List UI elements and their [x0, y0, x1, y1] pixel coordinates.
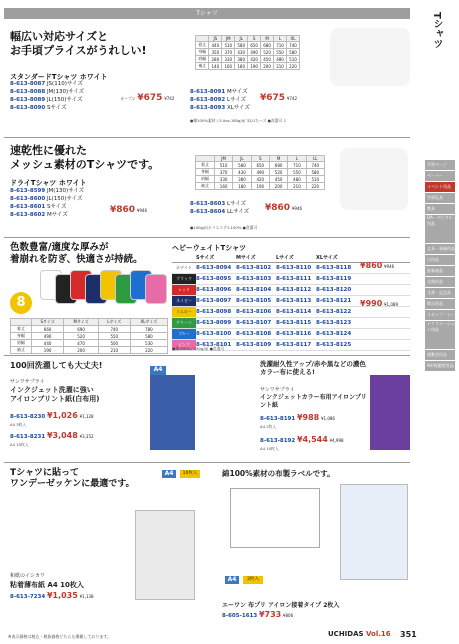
- product-size: Mサイズ: [46, 212, 68, 218]
- s5-price-tax: ¥1,138: [79, 594, 94, 599]
- s3-code: 8-613-8124: [316, 331, 352, 337]
- s1-price-2: [260, 94, 297, 103]
- s1-headline-2: お手頃プライスがうれしい!: [10, 44, 147, 57]
- s5-a4-badge: A4: [162, 470, 176, 478]
- adhesive-cloth-image: [135, 510, 195, 600]
- product-code: 8-613-8093: [190, 105, 226, 111]
- s4-code-2: 8-613-8231: [10, 434, 46, 440]
- sidebar-item: 学習ページ: [425, 160, 455, 170]
- sidebar-item: スタンプ・シール: [425, 310, 455, 320]
- s5-code: 8-613-7234: [10, 594, 46, 600]
- s5-price: ¥1,035: [46, 591, 78, 600]
- s1-price-tax: ¥742: [164, 96, 175, 101]
- s3-code: 8-613-8108: [236, 331, 272, 337]
- dry-tshirt-image: [340, 148, 408, 210]
- product-row: [190, 104, 320, 112]
- s3-code: 8-613-8122: [316, 309, 352, 315]
- s2-title: ドライTシャツ ホワイト: [10, 179, 87, 187]
- product-size: JM(130)サイズ: [46, 188, 85, 194]
- s5-count-badge-2: 2枚入: [243, 576, 263, 584]
- s4-code-1: 8-613-8230: [10, 414, 46, 420]
- s5-count-badge: 10枚入: [180, 470, 200, 478]
- product-code: 8-613-8090: [10, 105, 46, 111]
- s4-price-1: ¥1,026: [46, 411, 78, 420]
- product-code: 8-613-8603: [190, 201, 226, 207]
- s3-price-white-tax: ¥946: [384, 264, 395, 269]
- s3-price-white: [360, 262, 394, 271]
- color-cloth-package-image: [370, 375, 410, 450]
- s5-headline: [10, 468, 160, 490]
- s3-code: 8-613-8105: [236, 298, 272, 304]
- s3-code: 8-613-8117: [276, 342, 312, 348]
- s5-code-3: 8-605-1613: [222, 613, 258, 619]
- s3-code: 8-613-8109: [236, 342, 272, 348]
- s4-title-3: インクジェットカラー布用アイロンプリント紙: [260, 394, 367, 409]
- product-code: 8-613-8604: [190, 209, 226, 215]
- s4-price-4-tax: ¥4,998: [329, 438, 344, 443]
- s4-price-4: ¥4,544: [296, 435, 328, 444]
- s3-col-header: Sサイズ: [196, 255, 215, 261]
- product-size: Mサイズ: [226, 89, 248, 95]
- s3-code: 8-613-8099: [196, 320, 232, 326]
- s1-price: [120, 94, 174, 103]
- s3-color-label: ネイビー: [172, 296, 196, 306]
- sidebar-item: 教具: [425, 204, 455, 214]
- s3-col-header: XLサイズ: [316, 255, 338, 261]
- s4-spec-3: A4 2枚入: [260, 424, 277, 429]
- footer-brand: [328, 630, 391, 638]
- s5-title-3-text: 布プリ アイロン接着タイプ 2枚入: [248, 602, 340, 609]
- s3-code: 8-613-8097: [196, 298, 232, 304]
- s4-price-3-tax: ¥1,086: [320, 416, 335, 421]
- s1-headline-1: 幅広い対応サイズと: [10, 30, 109, 43]
- sidebar-item: イベント用品: [425, 182, 455, 192]
- a-one-package-image: [340, 484, 408, 580]
- s1-price-label: オープン: [120, 96, 136, 101]
- sidebar-item: ペーパー: [425, 171, 455, 181]
- s3-code: 8-613-8116: [276, 331, 312, 337]
- s3-code: 8-613-8123: [316, 320, 352, 326]
- product-row: [10, 195, 175, 203]
- s5-a4-badge-2: A4: [225, 576, 239, 584]
- s3-code: 8-613-8104: [236, 287, 272, 293]
- product-row: [10, 211, 175, 219]
- s3-code: 8-613-8112: [276, 287, 312, 293]
- product-size: Sサイズ: [46, 105, 67, 111]
- s3-headline: [10, 242, 180, 266]
- product-code: 8-613-8601: [10, 204, 46, 210]
- product-code: 8-613-8599: [10, 188, 46, 194]
- s3-code: 8-613-8098: [196, 309, 232, 315]
- divider: [4, 237, 410, 238]
- s5-price-3: ¥733: [258, 610, 282, 619]
- label-sample-image: [230, 488, 320, 548]
- s4-price-3: ¥988: [296, 413, 320, 422]
- footer-note: ※表示価格は税込・税抜価格どちらも掲載しております。: [8, 634, 112, 639]
- section-header: Tシャツ: [4, 8, 410, 19]
- s3-price-color-tax: ¥1,089: [384, 302, 399, 307]
- s1-price-value: ¥675: [137, 93, 163, 103]
- s3-code: 8-613-8103: [236, 276, 272, 282]
- s3-code: 8-613-8094: [196, 265, 232, 271]
- s2-headline-2: メッシュ素材のTシャツです。: [10, 158, 160, 171]
- s3-col-header: Lサイズ: [276, 255, 294, 261]
- s3-code: 8-613-8119: [316, 276, 352, 282]
- s5-item-3: [222, 611, 293, 620]
- product-size: JS(110)サイズ: [46, 81, 83, 87]
- s3-table-row: [172, 274, 410, 285]
- s4-price-1-tax: ¥1,128: [79, 414, 94, 419]
- product-size: JM(130)サイズ: [46, 89, 85, 95]
- s3-color-label: グリーン: [172, 318, 196, 328]
- s3-table-row: [172, 329, 410, 340]
- s4-code-4: 8-613-8192: [260, 438, 296, 444]
- product-row: [10, 187, 175, 195]
- s3-code: 8-613-8102: [236, 265, 272, 271]
- s5-title: 粘着薄布紙 A4 10枚入: [10, 581, 84, 589]
- product-code: 8-613-8602: [10, 212, 46, 218]
- s5-item: [10, 592, 94, 601]
- s4-spec-1: A4 3枚入: [10, 422, 27, 427]
- s4-item-4: [260, 436, 344, 445]
- product-code: 8-613-8089: [10, 97, 46, 103]
- s3-color-label: ホワイト: [172, 263, 196, 273]
- s1-title: スタンダードTシャツ ホワイト: [10, 73, 108, 81]
- s5-sub-3: エーワン: [222, 602, 247, 609]
- s3-size-table: Sサイズ Mサイズ Lサイズ XLサイズ 着丈 660 690 740 780 身幅 490 520 550 580 肩幅 440 470 500 530 袖丈 190 200 210 220: [10, 318, 168, 354]
- s3-code: 8-613-8120: [316, 287, 352, 293]
- product-size: Lサイズ: [226, 97, 247, 103]
- s3-title: ヘビーウェイトTシャツ: [172, 244, 247, 252]
- s3-note: ●綿100% / 190g/㎡ ●洗濯可: [172, 346, 225, 351]
- s3-code: 8-613-8114: [276, 309, 312, 315]
- s4-title: [10, 386, 120, 404]
- s4-item-3: [260, 414, 335, 423]
- s4-item-2: [10, 432, 94, 441]
- s1-note: ●綿100%素材 / 5.0oz.180g/㎡ 32/1ちーズ ●洗濯可 1: [190, 118, 287, 123]
- color-swatch: [145, 274, 167, 304]
- s4-price-2: ¥3,048: [46, 431, 78, 440]
- print-paper-package-image: [150, 375, 195, 450]
- s4-code-3: 8-613-8191: [260, 416, 296, 422]
- s5-headline-3: 綿100%素材の布製ラベルです。: [222, 469, 335, 478]
- s3-code: 8-613-8125: [316, 342, 352, 348]
- product-size: XLサイズ: [226, 105, 250, 111]
- s3-table-row: [172, 285, 410, 296]
- product-size: LLサイズ: [226, 209, 250, 215]
- s3-code: 8-613-8096: [196, 287, 232, 293]
- sidebar-item: 文具・事務用品: [425, 244, 455, 254]
- sidebar-item: 式典用品: [425, 277, 455, 287]
- s3-color-label: ブラック: [172, 274, 196, 284]
- s3-code: 8-613-8101: [196, 342, 232, 348]
- s2-price-tax: ¥946: [136, 208, 147, 213]
- s4-title-2: アイロンプリント紙(白布用): [10, 395, 100, 403]
- product-size: Sサイズ: [46, 204, 67, 210]
- sidebar-title: Tシャツ: [431, 12, 442, 49]
- sidebar-item: 運動会用品: [425, 350, 455, 360]
- product-row: [190, 88, 320, 96]
- s4-spec-2: A4 10枚入: [10, 442, 29, 447]
- product-code: 8-613-8091: [190, 89, 226, 95]
- white-tshirt-image: [330, 28, 410, 86]
- s5-price-3-tax: ¥806: [282, 613, 294, 618]
- s1-price2-value: ¥675: [260, 93, 286, 103]
- sidebar-item: 学習玩具: [425, 193, 455, 203]
- s5-title-3: [222, 600, 339, 609]
- s2-price: [110, 206, 147, 215]
- product-size: JL(150)サイズ: [46, 196, 83, 202]
- footer-vol: Vol.16: [366, 630, 391, 638]
- s3-col-blank: [172, 254, 196, 262]
- sidebar-item: 掲示用品: [425, 299, 455, 309]
- s2-size-table: JM JL S M L LL 着丈 510 580 650 680 710 740 身幅 370 430 490 520 550 580 肩幅 330 380 420 450 480 510 袖丈 160 180 190 200 210 220: [195, 155, 325, 190]
- s3-price-color: [360, 300, 398, 309]
- sidebar-item: レクリエーション用品: [425, 321, 455, 349]
- product-size: JL(150)サイズ: [46, 97, 83, 103]
- color-tshirts-image: [10, 270, 160, 310]
- product-code: 8-613-8087: [10, 81, 46, 87]
- s3-color-label: レッド: [172, 285, 196, 295]
- s3-code: 8-613-8121: [316, 298, 352, 304]
- sidebar-item: 最新商品: [425, 266, 455, 276]
- sidebar-item: 文書・記念品: [425, 288, 455, 298]
- s3-table-row: [172, 318, 410, 329]
- s4-title-1: インクジェット洗濯に強い: [10, 386, 94, 394]
- product-code: 8-613-8088: [10, 89, 46, 95]
- s3-color-label: ブルー: [172, 329, 196, 339]
- s4-headline: 100回洗濯しても大丈夫!: [10, 361, 103, 370]
- s3-headline-1: 色数豊富/適度な厚みが: [10, 242, 109, 253]
- sidebar-item: OA・デジタル用品: [425, 215, 455, 243]
- sidebar-item: 日用品: [425, 255, 455, 265]
- s4-price-2-tax: ¥3,352: [79, 434, 94, 439]
- product-row: [10, 104, 175, 112]
- color-count-badge: 8: [10, 292, 32, 314]
- s3-code: 8-613-8095: [196, 276, 232, 282]
- s3-price-color-value: ¥990: [360, 299, 383, 308]
- s4-sub: サンワサプライ: [10, 379, 45, 385]
- s3-code: 8-613-8115: [276, 320, 312, 326]
- page-number: 351: [400, 630, 417, 639]
- divider: [4, 462, 410, 463]
- s3-code: 8-613-8107: [236, 320, 272, 326]
- s3-color-label: ピンク: [172, 340, 196, 350]
- s5-sub: 和紙のイシカワ: [10, 573, 46, 579]
- product-row: [190, 96, 320, 104]
- s3-code: 8-613-8106: [236, 309, 272, 315]
- product-code: 8-613-8092: [190, 97, 226, 103]
- s3-code: 8-613-8111: [276, 276, 312, 282]
- divider: [4, 137, 410, 138]
- s4-spec-4: A4 10枚入: [260, 446, 279, 451]
- s4-sub-2: サンワサプライ: [260, 387, 295, 393]
- s2-price-2: [265, 204, 302, 213]
- s2-note: ●150g/㎡ポリエステル100% ●洗濯可: [190, 225, 258, 230]
- s3-color-label: イエロー: [172, 307, 196, 317]
- s4-item-1: [10, 412, 94, 421]
- s3-col-header: Mサイズ: [236, 255, 256, 261]
- s5-headline-2: ワンデーゼッケンに最適です。: [10, 479, 135, 489]
- s3-code: 8-613-8100: [196, 331, 232, 337]
- s2-headline-1: 速乾性に優れた: [10, 144, 87, 157]
- sidebar-item: AV/視聴覚用品: [425, 361, 455, 371]
- product-row: [10, 203, 175, 211]
- product-row: [10, 80, 175, 88]
- product-size: Lサイズ: [226, 201, 247, 207]
- s3-code: 8-613-8113: [276, 298, 312, 304]
- divider: [4, 355, 410, 356]
- s3-headline-2: 着崩れを防ぎ、快適さが持続。: [10, 254, 143, 265]
- s3-price-white-value: ¥860: [360, 261, 383, 270]
- s3-code: 8-613-8110: [276, 265, 312, 271]
- s1-price2-tax: ¥742: [286, 96, 297, 101]
- s5-headline-1: Tシャツに貼って: [10, 468, 79, 478]
- s1-rows-2: [190, 88, 320, 112]
- s1-size-table: JS JM JL S M L XL 着丈 440 510 580 650 680 710 740 身幅 350 370 430 490 520 550 580 肩幅 280 330 380 420 450 480 510 袖丈 140 160 180 190 200 210 220: [195, 35, 300, 77]
- s4-headline-2: 洗濯耐久性アップ/赤や黒などの濃色カラー布に使える!: [260, 360, 366, 376]
- a4-badge: A4: [150, 366, 166, 375]
- footer-brand-name: UCHIDAS: [328, 630, 364, 638]
- s3-code: 8-613-8118: [316, 265, 352, 271]
- s2-price-value: ¥860: [110, 205, 136, 215]
- product-code: 8-613-8600: [10, 196, 46, 202]
- sidebar-nav: [425, 160, 459, 372]
- s2-rows: [10, 187, 175, 219]
- s2-price2-value: ¥860: [265, 203, 291, 213]
- s2-price2-tax: ¥946: [291, 206, 302, 211]
